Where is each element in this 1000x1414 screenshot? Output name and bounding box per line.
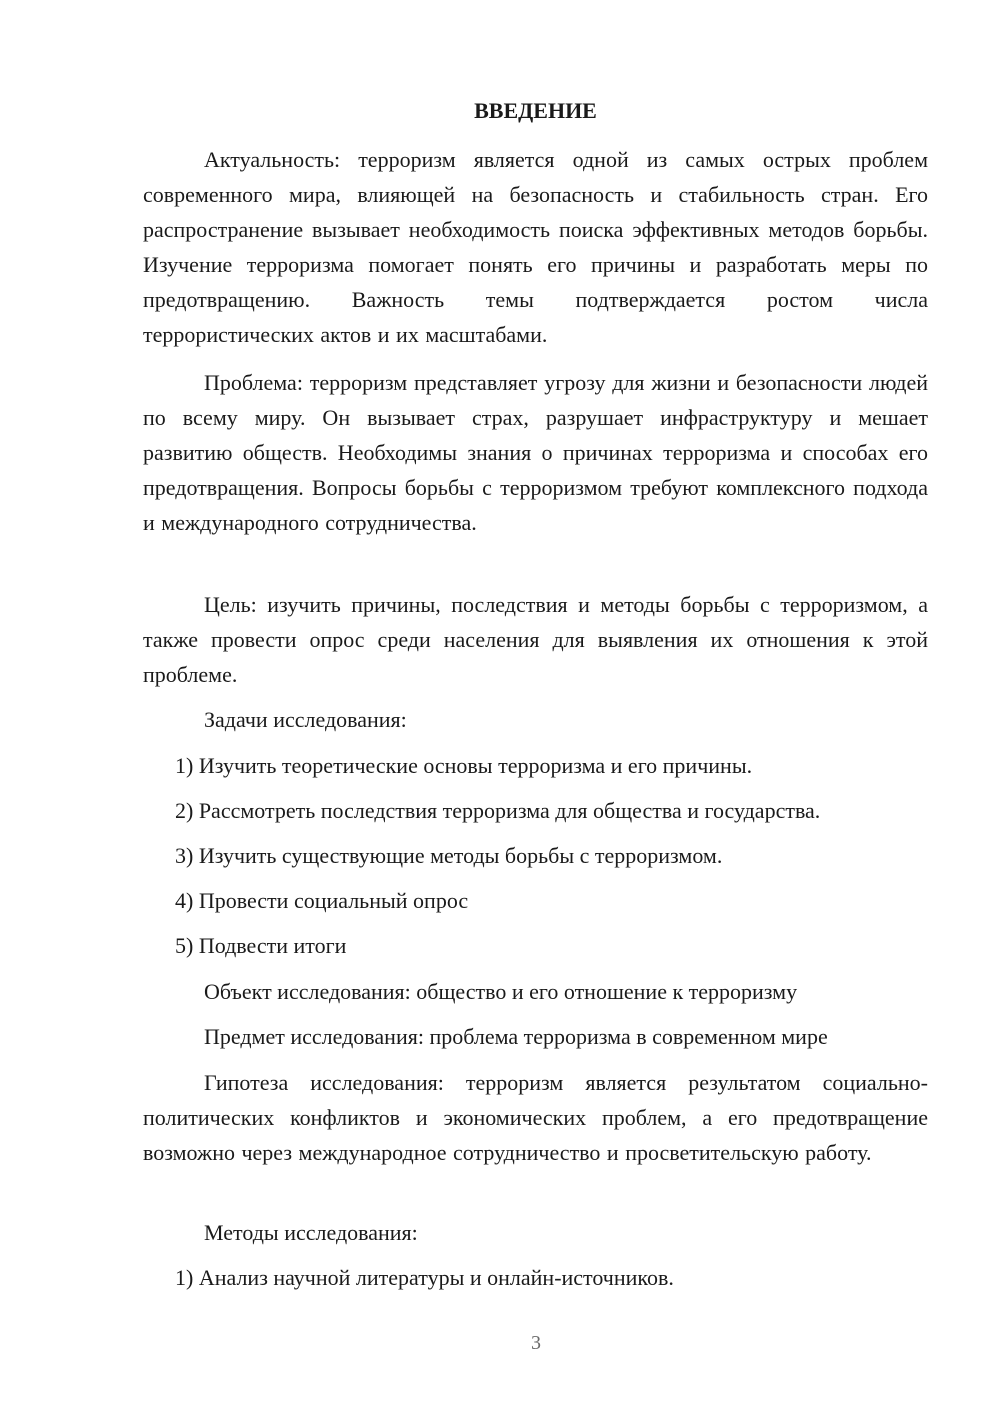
paragraph-subject: Предмет исследования: проблема терроризма в современном мире	[204, 1024, 828, 1049]
tasks-title: Задачи исследования:	[204, 707, 407, 732]
list-item: 1) Изучить теоретические основы терроризма и его причины.	[175, 753, 753, 778]
paragraph-hypothesis: Гипотеза исследования: терроризм является результатом социально-политических конфликтов и экономических проблем, а его предотвращение возможно через международное сотрудничество и просветительскую работу.	[143, 1070, 928, 1165]
paragraph-problem: Проблема: терроризм представляет угрозу для жизни и безопасности людей по всему миру. Он вызывает страх, разрушает инфраструктуру и мешает развитию обществ. Необходимы знания о причинах терроризма и способах его предотвращения. Вопросы борьбы с терроризмом требуют комплексного подхода и международного сотрудничества.	[143, 370, 928, 535]
paragraph-relevance: Актуальность: терроризм является одной из самых острых проблем современного мира, влияющей на безопасность и стабильность стран. Его распространение вызывает необходимость поиска эффективных методов борьбы. Изучение терроризма помогает понять его причины и разработать меры по предотвращению. Важность темы подтверждается ростом числа террористических актов и их масштабами.	[143, 147, 928, 347]
paragraph-goal: Цель: изучить причины, последствия и методы борьбы с терроризмом, а также провести опрос среди населения для выявления их отношения к этой проблеме.	[143, 592, 928, 687]
list-item: 5) Подвести итоги	[175, 933, 347, 958]
page-number: 3	[531, 1332, 541, 1354]
page-title: ВВЕДЕНИЕ	[474, 98, 597, 123]
paragraph-object: Объект исследования: общество и его отношение к терроризму	[204, 979, 798, 1004]
list-item: 3) Изучить существующие методы борьбы с терроризмом.	[175, 843, 723, 868]
list-item: 2) Рассмотреть последствия терроризма для общества и государства.	[175, 798, 821, 823]
list-item: 4) Провести социальный опрос	[175, 888, 469, 913]
methods-title: Методы исследования:	[204, 1220, 418, 1245]
list-item: 1) Анализ научной литературы и онлайн-источников.	[175, 1265, 674, 1290]
